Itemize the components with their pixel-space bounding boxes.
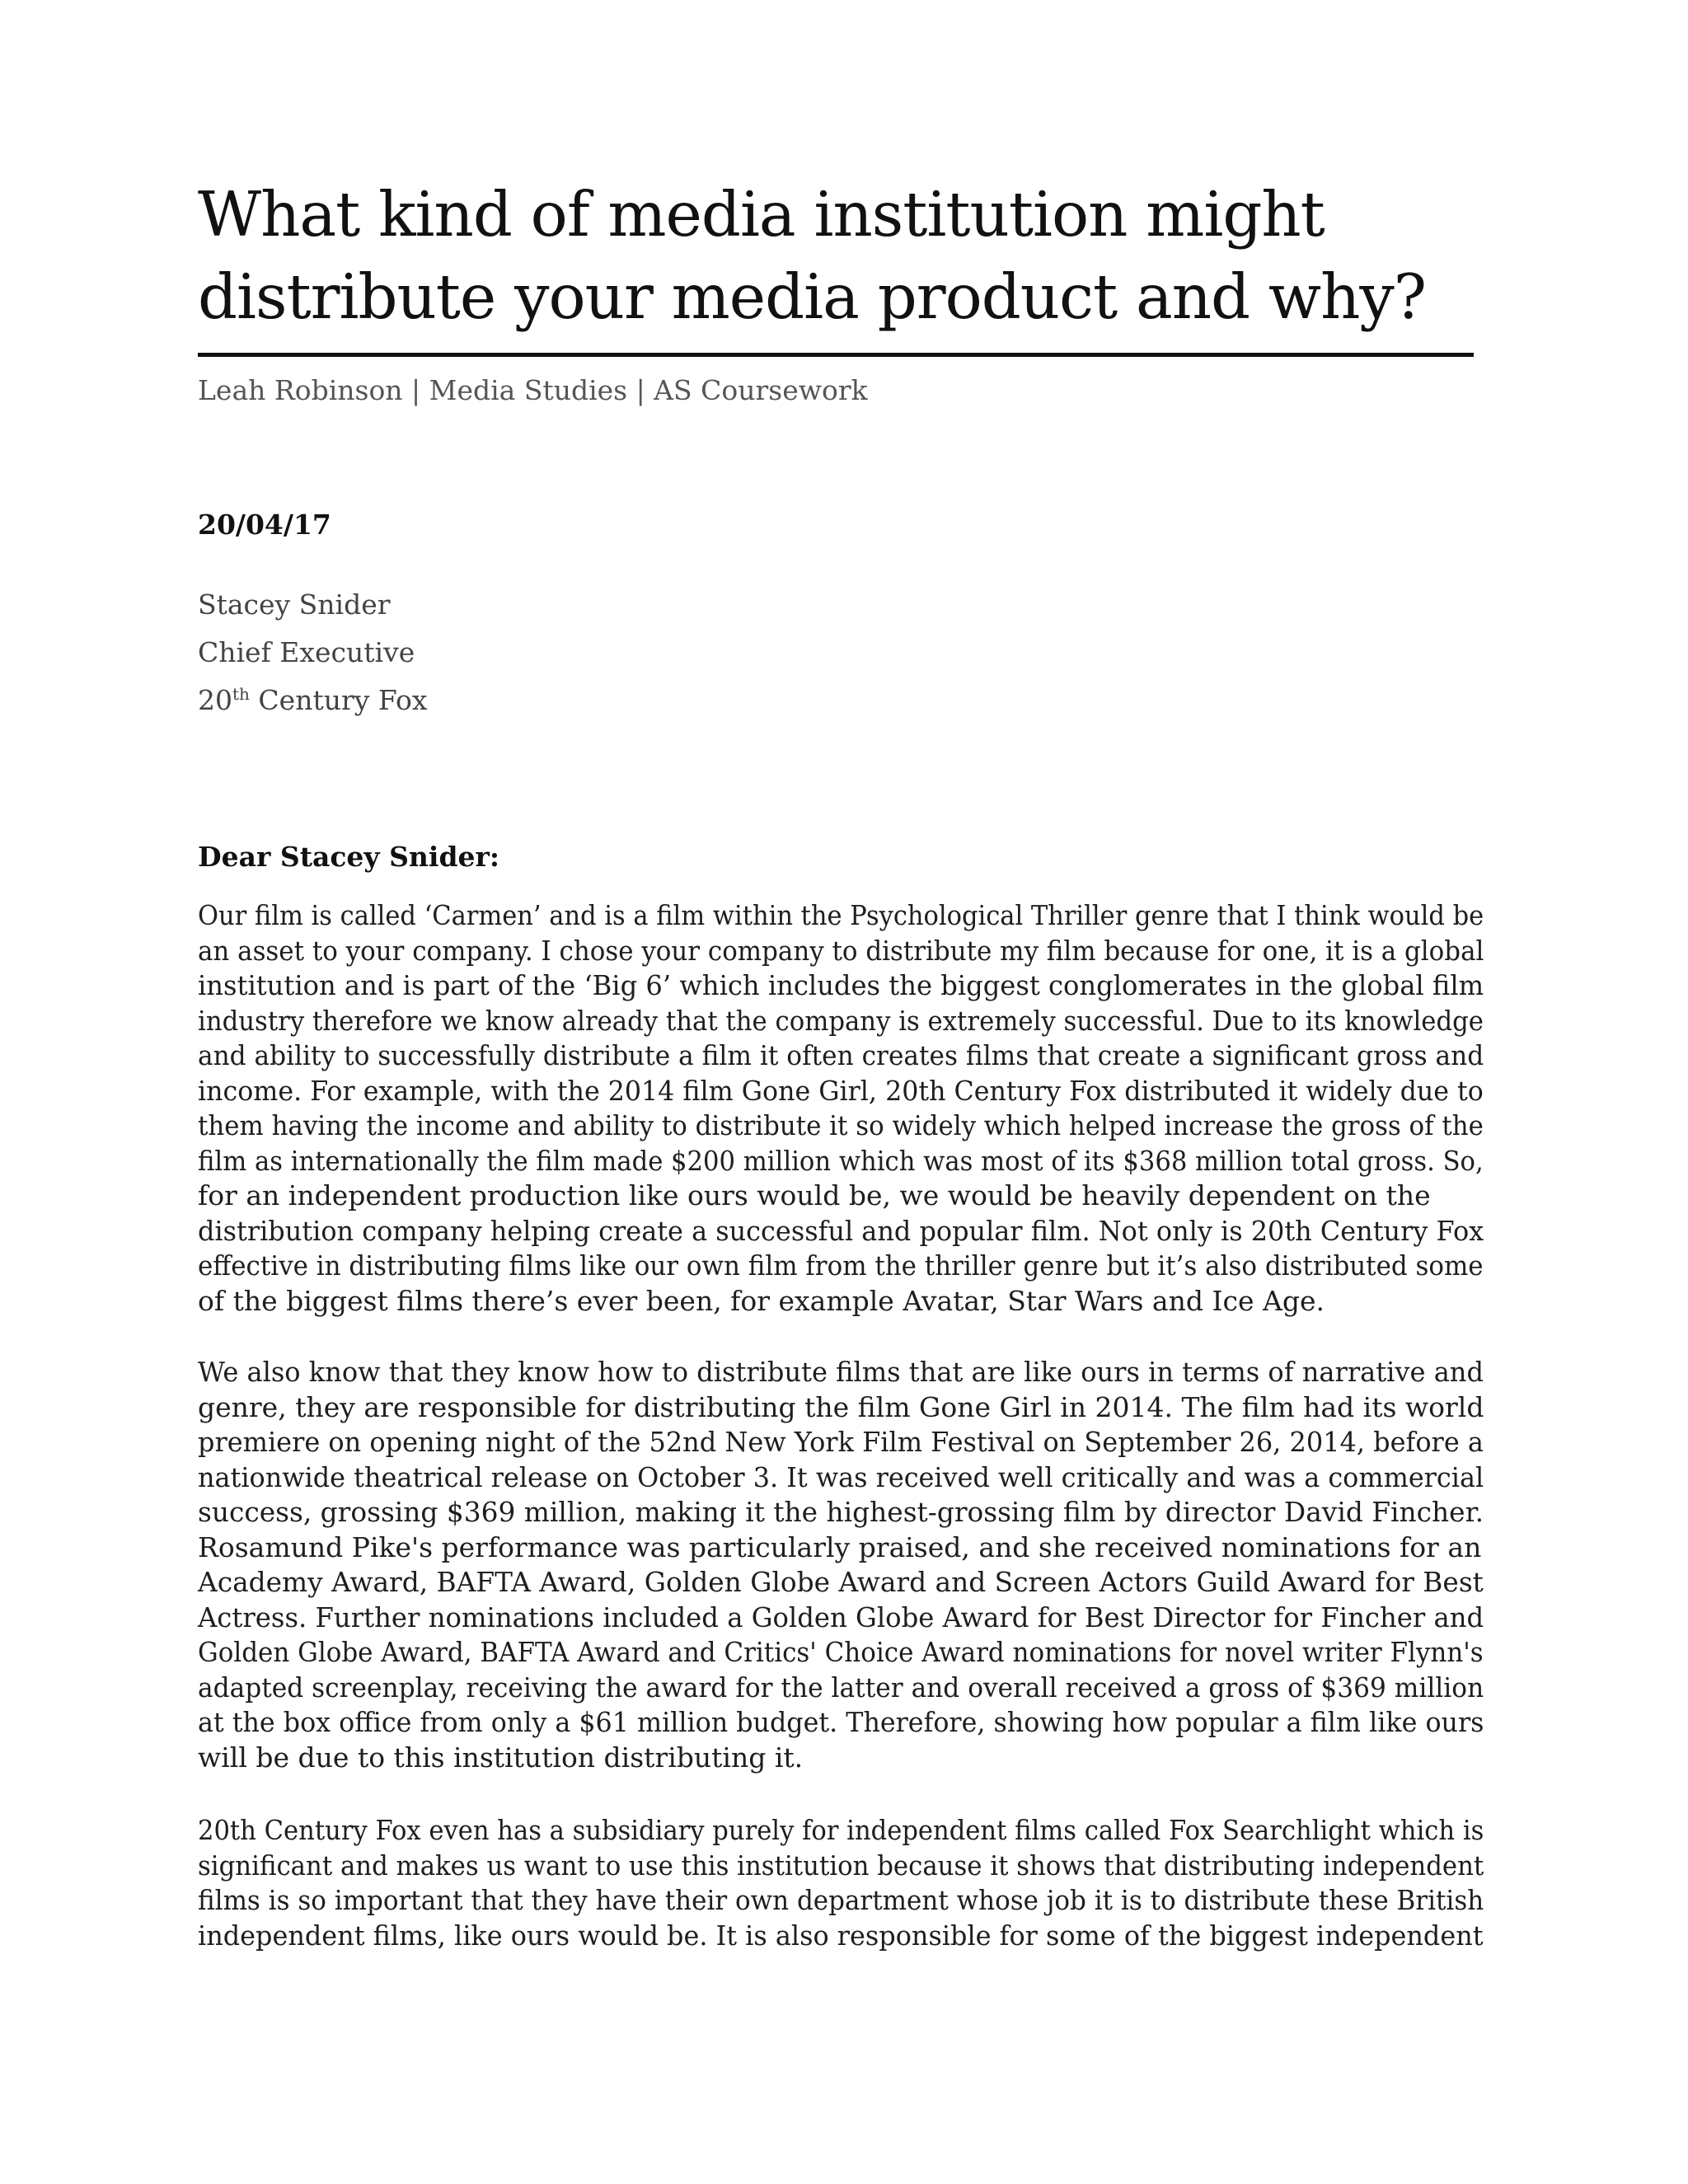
recipient-block — [198, 581, 427, 724]
body-paragraph-3 — [198, 1813, 1484, 1953]
paragraph-line: distribution company helping create a successful and popular film. Not only is 20th Century Fox — [198, 1214, 1484, 1247]
paragraph-line: films is so important that they have their own department whose job it is to distribute these British — [198, 1884, 1484, 1916]
paragraph-line: adapted screenplay, receiving the award for the latter and overall received a gross of $369 million — [198, 1671, 1484, 1704]
paragraph-line: 20th Century Fox even has a subsidiary purely for independent films called Fox Searchlight which is — [198, 1814, 1484, 1846]
paragraph-line: Rosamund Pike's performance was particularly praised, and she received nominations for an — [198, 1530, 1482, 1563]
paragraph-line: for an independent production like ours would be, we would be heavily dependent on the — [198, 1179, 1431, 1212]
title-divider — [198, 353, 1474, 357]
company-number: 20 — [198, 684, 232, 716]
paragraph-line: film as internationally the film made $200 million which was most of its $368 million total gross. So, — [198, 1144, 1484, 1177]
title-line-1: What kind of media institution might — [198, 178, 1325, 251]
paragraph-line: them having the income and ability to distribute it so widely which helped increase the gross of the — [198, 1109, 1484, 1141]
paragraph-line: an asset to your company. I chose your company to distribute my film because for one, it is a global — [198, 934, 1484, 967]
paragraph-line: independent films, like ours would be. It is also responsible for some of the biggest independent — [198, 1919, 1484, 1952]
paragraph-line: industry therefore we know already that the company is extremely successful. Due to its knowledge — [198, 1004, 1484, 1037]
paragraph-line: income. For example, with the 2014 film Gone Girl, 20th Century Fox distributed it widely due to — [198, 1074, 1484, 1107]
paragraph-line: and ability to successfully distribute a film it often creates films that create a significant gross and — [198, 1039, 1484, 1071]
paragraph-line: institution and is part of the ‘Big 6’ which includes the biggest conglomerates in the global film — [198, 969, 1484, 1001]
paragraph-line: effective in distributing films like our own film from the thriller genre but it’s also distributed some — [198, 1249, 1484, 1282]
paragraph-line: Golden Globe Award, BAFTA Award and Critics' Choice Award nominations for novel writer Flynn's — [198, 1636, 1484, 1668]
paragraph-line: at the box office from only a $61 million budget. Therefore, showing how popular a film like ours — [198, 1706, 1484, 1738]
document-title — [198, 173, 1484, 338]
paragraph-line: Academy Award, BAFTA Award, Golden Globe Award and Screen Actors Guild Award for Best — [198, 1566, 1484, 1598]
paragraph-line: We also know that they know how to distribute films that are like ours in terms of narrative and — [198, 1356, 1484, 1388]
paragraph-line: Our film is called ‘Carmen’ and is a film within the Psychological Thriller genre that I think would be — [198, 899, 1484, 931]
paragraph-line: genre, they are responsible for distributing the film Gone Girl in 2014. The film had its world — [198, 1390, 1484, 1423]
paragraph-line: of the biggest films there’s ever been, for example Avatar, Star Wars and Ice Age. — [198, 1284, 1325, 1317]
title-line-2: distribute your media product and why? — [198, 260, 1426, 333]
document-page — [198, 0, 1484, 2184]
letter-date: 20/04/17 — [198, 509, 331, 541]
company-name-rest: Century Fox — [249, 684, 428, 716]
paragraph-line: nationwide theatrical release on October 3. It was received well critically and was a commercial — [198, 1460, 1484, 1493]
company-ordinal-suffix: th — [232, 684, 250, 704]
body-paragraph-1 — [198, 898, 1484, 1319]
paragraph-line: will be due to this institution distributing it. — [198, 1741, 804, 1774]
body-paragraph-2 — [198, 1355, 1484, 1775]
paragraph-line: significant and makes us want to use this institution because it shows that distributing independent — [198, 1849, 1484, 1882]
letter-salutation: Dear Stacey Snider: — [198, 841, 500, 873]
paragraph-line: premiere on opening night of the 52nd New York Film Festival on September 26, 2014, before a — [198, 1426, 1484, 1458]
recipient-name: Stacey Snider — [198, 588, 391, 621]
recipient-company — [198, 677, 427, 724]
recipient-position: Chief Executive — [198, 636, 415, 668]
paragraph-line: Actress. Further nominations included a Golden Globe Award for Best Director for Fincher and — [198, 1601, 1484, 1633]
document-subtitle: Leah Robinson | Media Studies | AS Coursework — [198, 374, 868, 406]
paragraph-line: success, grossing $369 million, making it the highest-grossing film by director David Fincher. — [198, 1496, 1484, 1528]
